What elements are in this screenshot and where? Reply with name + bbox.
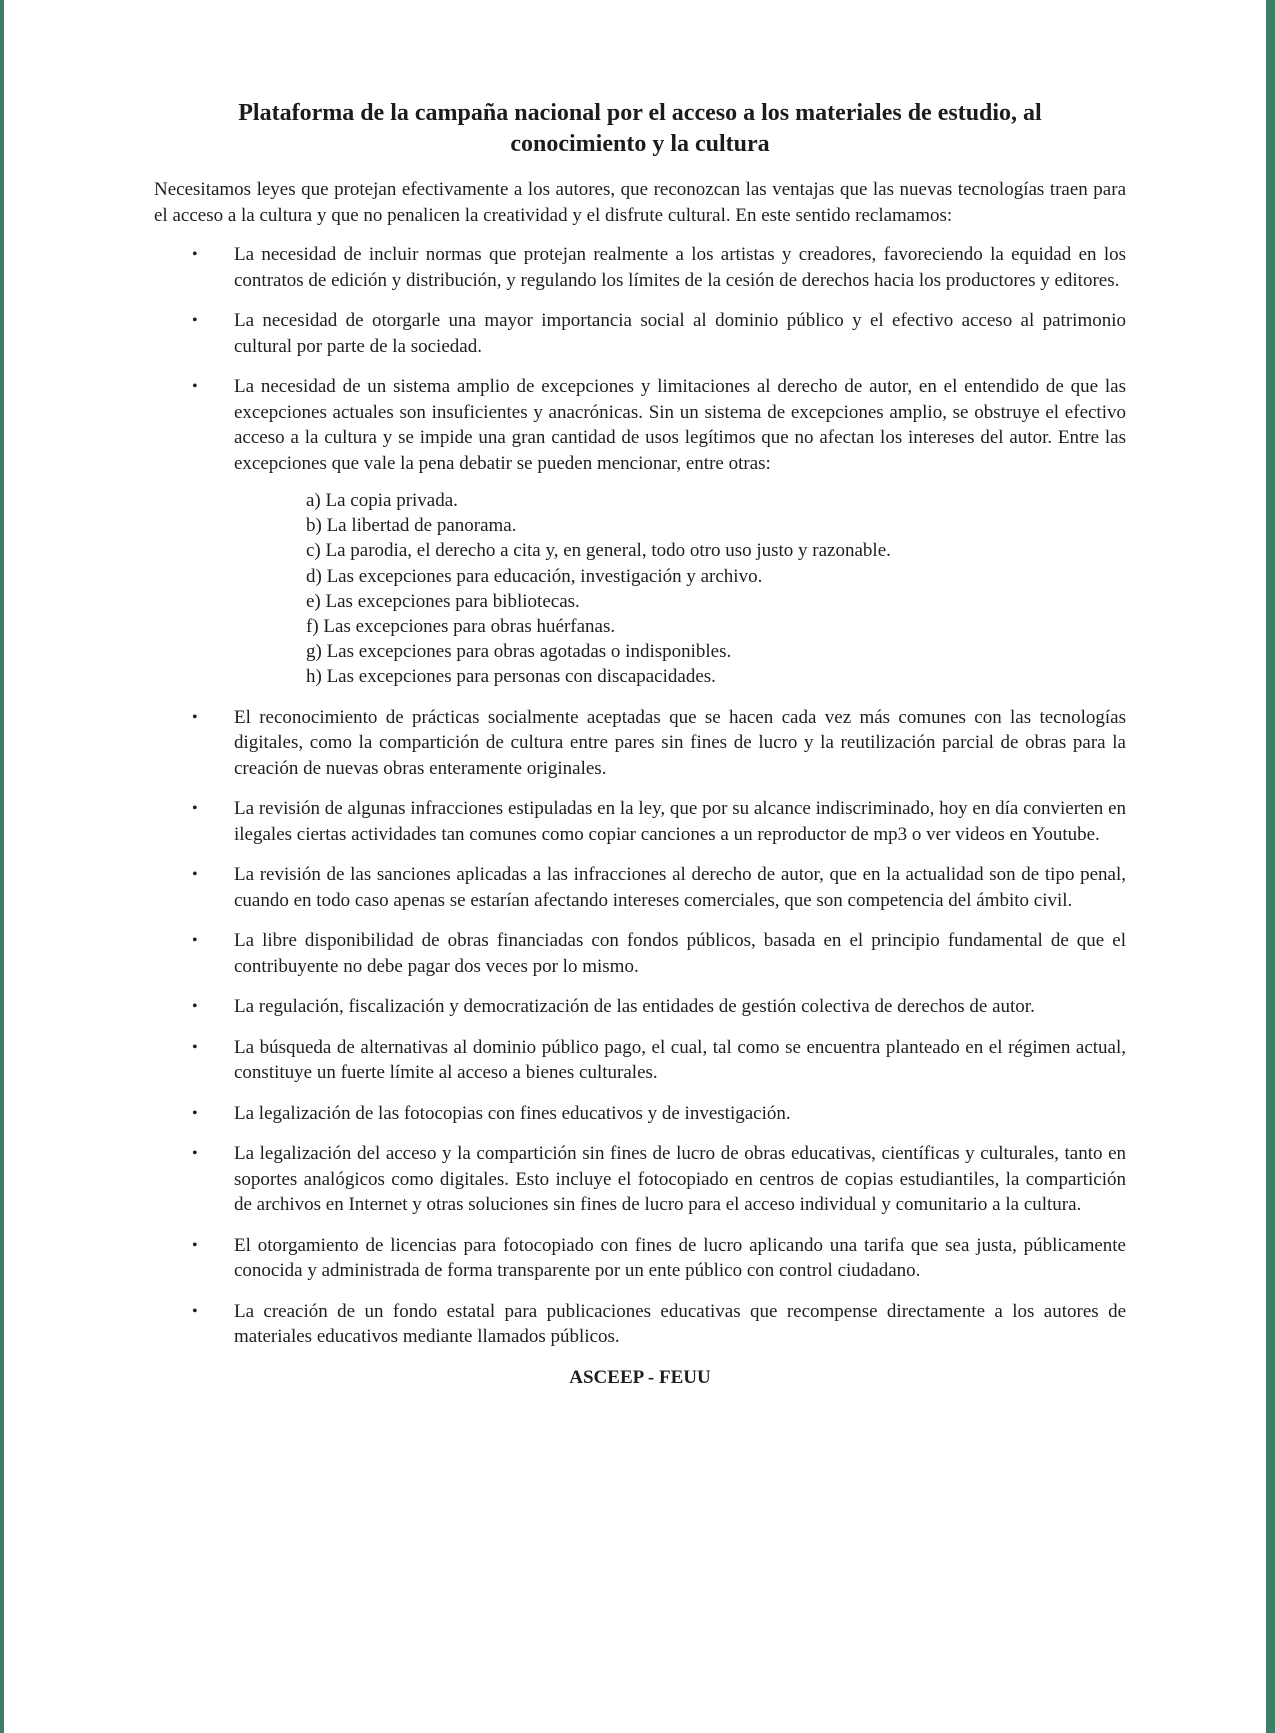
exception-item: c) La parodia, el derecho a cita y, en general, todo otro uso justo y razonable. xyxy=(306,540,891,562)
list-item-text: La necesidad de otorgarle una mayor importancia social al dominio público y el efectivo acceso al patrimonio cultural por parte de la sociedad. xyxy=(234,310,1126,357)
list-item-text: La regulación, fiscalización y democratización de las entidades de gestión colectiva de derechos de autor. xyxy=(234,996,1035,1018)
list-item xyxy=(154,705,1126,782)
list-item-text: La legalización del acceso y la compartición sin fines de lucro de obras educativas, científicas y culturales, tanto en soportes analógicos como digitales. Esto incluye el fotocopiado en centros de copias estudiantiles, la compartición de archivos en Internet y otras soluciones sin fines de lucro para el acceso individual y comunitario a la cultura. xyxy=(234,1143,1126,1216)
list-item xyxy=(154,928,1126,979)
list-item xyxy=(154,1233,1126,1284)
bullet-icon: • xyxy=(192,1145,198,1163)
bullet-icon: • xyxy=(192,1104,198,1122)
list-item xyxy=(154,862,1126,913)
list-item-text: La revisión de las sanciones aplicadas a las infracciones al derecho de autor, que en la actualidad son de tipo penal, cuando en todo caso apenas se estarían afectando intereses comerciales, que son competencia del ámbito civil. xyxy=(234,864,1126,911)
list-item-text: La necesidad de un sistema amplio de excepciones y limitaciones al derecho de autor, en el entendido de que las excepciones actuales son insuficientes y anacrónicas. Sin un sistema de excepciones amplio, se obstruye el efectivo acceso a la cultura y se impide una gran cantidad de usos legítimos que no afectan los intereses del autor. Entre las excepciones que vale la pena debatir se pueden mencionar, entre otras: xyxy=(234,376,1126,474)
list-item-text: El otorgamiento de licencias para fotocopiado con fines de lucro aplicando una tarifa que sea justa, públicamente conocida y administrada de forma transparente por un ente público con control ciudadano. xyxy=(234,1234,1126,1282)
bullet-icon: • xyxy=(192,1302,198,1320)
bullet-icon: • xyxy=(192,708,198,726)
list-item-text: El reconocimiento de prácticas socialmente aceptadas que se hacen cada vez más comunes con las tecnologías digitales, como la compartición de cultura entre pares sin fines de lucro y la reutilización parcial de obras para la creación de nuevas obras enteramente originales. xyxy=(234,706,1126,779)
bullet-icon: • xyxy=(192,998,198,1016)
list-item xyxy=(154,1035,1126,1086)
list-item xyxy=(154,1299,1126,1350)
list-item-text: La legalización de las fotocopias con fines educativos y de investigación. xyxy=(234,1102,791,1124)
list-item xyxy=(154,308,1126,359)
exception-item: e) Las excepciones para bibliotecas. xyxy=(306,590,580,612)
list-item xyxy=(154,796,1126,847)
list-item xyxy=(154,994,1126,1020)
list-item-text: La necesidad de incluir normas que protejan realmente a los artistas y creadores, favoreciendo la equidad en los contratos de edición y distribución, y regulando los límites de la cesión de derechos hacia los productores y editores. xyxy=(234,244,1126,291)
bullet-icon: • xyxy=(192,1236,198,1254)
document-page xyxy=(4,0,1266,1733)
list-item xyxy=(154,242,1126,293)
list-item-text: La libre disponibilidad de obras financiadas con fondos públicos, basada en el principio fundamental de que el contribuyente no debe pagar dos veces por lo mismo. xyxy=(234,930,1126,977)
exceptions-list xyxy=(234,488,1126,690)
bullet-icon: • xyxy=(192,800,198,818)
document-body xyxy=(154,98,1126,1390)
bullet-icon: • xyxy=(192,1038,198,1056)
list-item-text: La búsqueda de alternativas al dominio público pago, el cual, tal como se encuentra planteado en el régimen actual, constituye un fuerte límite al acceso a bienes culturales. xyxy=(234,1036,1126,1084)
demands-list xyxy=(154,242,1126,1350)
exception-item: d) Las excepciones para educación, investigación y archivo. xyxy=(306,565,763,587)
list-item xyxy=(154,374,1126,690)
exception-item: g) Las excepciones para obras agotadas o indisponibles. xyxy=(306,641,732,663)
exception-item: h) Las excepciones para personas con discapacidades. xyxy=(306,666,716,688)
exception-item: a) La copia privada. xyxy=(306,490,458,511)
bullet-icon: • xyxy=(192,932,198,950)
title-line-1: Plataforma de la campaña nacional por el acceso a los materiales de estudio, al xyxy=(238,100,1042,126)
exception-item: f) Las excepciones para obras huérfanas. xyxy=(306,616,616,638)
list-item-text: La creación de un fondo estatal para publicaciones educativas que recompense directamente a los autores de materiales educativos mediante llamados públicos. xyxy=(234,1300,1126,1348)
intro-paragraph: Necesitamos leyes que protejan efectivamente a los autores, que reconozcan las ventajas que las nuevas tecnologías traen para el acceso a la cultura y que no penalicen la creatividad y el disfrute cultural. En este sentido reclamamos: xyxy=(154,179,1126,226)
bullet-icon: • xyxy=(192,312,198,329)
bullet-icon: • xyxy=(192,246,198,263)
list-item xyxy=(154,1101,1126,1127)
bullet-icon: • xyxy=(192,378,198,395)
bullet-icon: • xyxy=(192,866,198,884)
document-title xyxy=(154,98,1126,160)
list-item xyxy=(154,1141,1126,1218)
list-item-text: La revisión de algunas infracciones estipuladas en la ley, que por su alcance indiscriminado, hoy en día convierten en ilegales ciertas actividades tan comunes como copiar canciones a un reproductor de mp3 o ver videos en Youtube. xyxy=(234,798,1126,845)
exception-item: b) La libertad de panorama. xyxy=(306,515,517,537)
title-line-2: conocimiento y la cultura xyxy=(510,131,770,157)
signature: ASCEEP - FEUU xyxy=(569,1366,711,1388)
